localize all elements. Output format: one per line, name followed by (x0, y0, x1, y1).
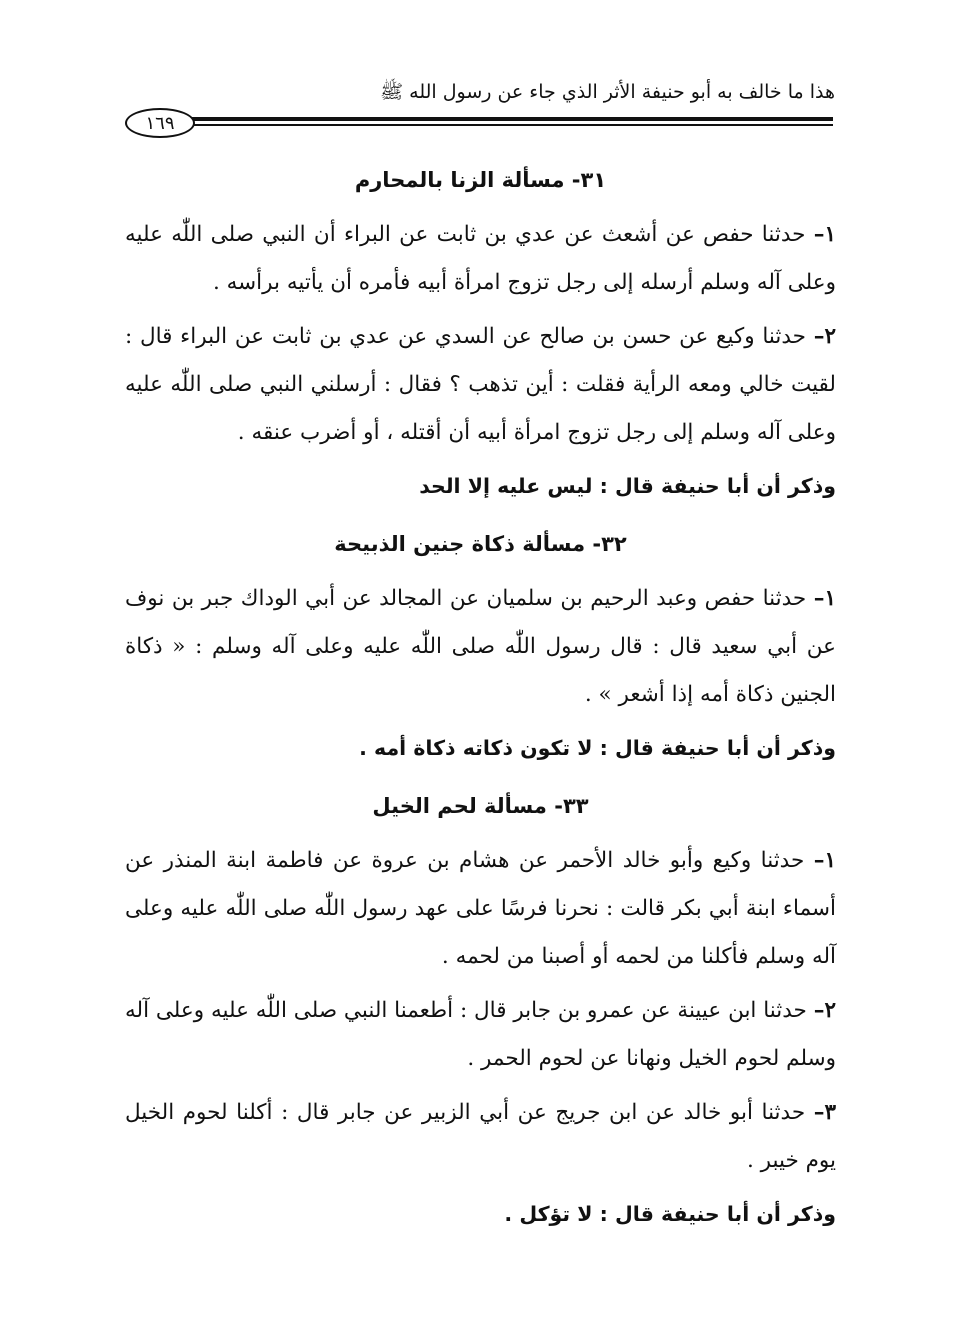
running-title: هذا ما خالف به أبو حنيفة الأثر الذي جاء عن رسول الله ﷺ (380, 81, 835, 103)
hadith-number: ١– (813, 848, 836, 873)
hadith-number: ١– (813, 586, 836, 611)
hadith-paragraph (125, 575, 836, 719)
hadith-paragraph (125, 313, 836, 457)
header-rule-thin (180, 124, 833, 126)
section-heading: ٣٢- مسألة ذكاة جنين الذبيحة (334, 532, 627, 556)
hadith-text: حدثنا حفص وعبد الرحيم بن سلميان عن المجالد عن أبي الوداك جبر بن نوف عن أبي سعيد قال : قال رسول اللّٰه صلى اللّٰه عليه وعلى آله وسلم : « ذكاة الجنين ذكاة أمه إذا أشعر » . (125, 586, 836, 707)
hadith-text: حدثنا حفص عن أشعث عن عدي بن ثابت عن البراء أن النبي صلى اللّٰه عليه وعلى آله وسلم أرسله إلى رجل تزوج امرأة أبيه فأمره أن يأتيه برأسه . (125, 222, 836, 295)
hadith-number: ٢– (813, 324, 836, 349)
hadith-number: ١– (813, 222, 836, 247)
section-31 (125, 165, 836, 509)
section-32 (125, 529, 836, 771)
hadith-text: حدثنا وكيع وأبو خالد الأحمر عن هشام بن عروة عن فاطمة ابنة المنذر عن أسماء ابنة أبي بكر قالت : نحرنا فرسًا على عهد رسول اللّٰه صلى اللّٰه عليه وعلى آله وسلم فأكلنا من لحمه أو أصبنا من لحمه . (125, 848, 836, 969)
hadith-paragraph (125, 1089, 836, 1185)
hadith-text: حدثنا ابن عيينة عن عمرو بن جابر قال : أطعمنا النبي صلى اللّٰه عليه وعلى آله وسلم لحوم الخيل ونهانا عن لحوم الحمر . (125, 998, 836, 1071)
section-33 (125, 791, 836, 1237)
hadith-number: ٣– (813, 1100, 836, 1125)
hadith-paragraph (125, 837, 836, 981)
hadith-text: حدثنا وكيع عن حسن بن صالح عن السدي عن عدي بن ثابت عن البراء قال : لقيت خالي ومعه الرأية فقلت : أين تذهب ؟ فقال : أرسلني النبي صلى اللّٰه عليه وعلى آله وسلم إلى رجل تزوج امرأة أبيه أن أقتله ، أو أضرب عنقه . (125, 324, 836, 445)
hadith-text: حدثنا أبو خالد عن ابن جريج عن أبي الزبير عن جابر قال : أكلنا لحوم الخيل يوم خيبر . (125, 1100, 836, 1173)
hadith-number: ٢– (813, 998, 836, 1023)
section-heading: ٣١- مسألة الزنا بالمحارم (354, 168, 607, 192)
abu-hanifa-ruling: وذكر أن أبا حنيفة قال : لا تؤكل . (504, 1202, 836, 1226)
header-rule-thick (180, 117, 833, 121)
abu-hanifa-ruling: وذكر أن أبا حنيفة قال : لا تكون ذكاته ذكاة أمه . (359, 736, 836, 760)
section-heading: ٣٣- مسألة لحم الخيل (372, 794, 589, 818)
hadith-paragraph (125, 987, 836, 1083)
page-body (125, 165, 836, 1251)
hadith-paragraph (125, 211, 836, 307)
page-number: ١٦٩ (125, 108, 195, 138)
abu-hanifa-ruling: وذكر أن أبا حنيفة قال : ليس عليه إلا الحد (419, 474, 836, 498)
